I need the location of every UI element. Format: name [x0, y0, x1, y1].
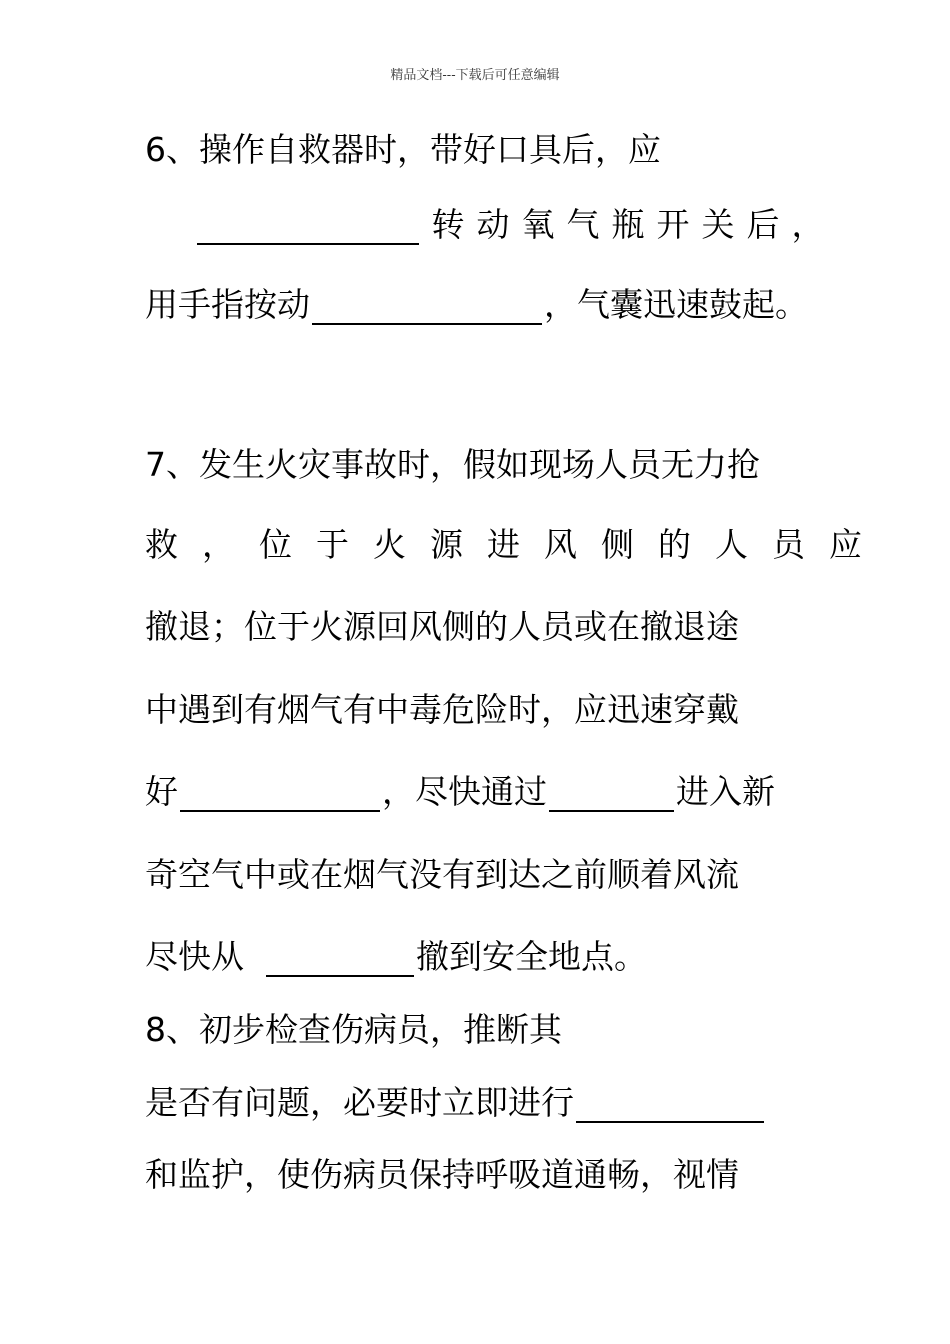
q6-line-1: 6、操作自救器时，带好口具后，应: [145, 130, 661, 169]
blank-field: [266, 941, 414, 977]
q8-line-3: 和监护，使伤病员保持呼吸道通畅，视情: [145, 1155, 739, 1194]
q6-line-3-text-b: ，气囊迅速鼓起。: [544, 285, 808, 324]
q7-line-1: 7、发生火灾事故时，假如现场人员无力抢: [145, 445, 760, 484]
q7-line-7-text-a: 尽快从: [145, 937, 244, 976]
page-header: 精品文档---下载后可任意编辑: [390, 68, 560, 83]
q6-line-3: [145, 285, 808, 325]
blank-field: [180, 776, 380, 812]
blank-field: [197, 209, 419, 245]
q7-line-6: 奇空气中或在烟气没有到达之前顺着风流: [145, 855, 739, 894]
q6-line-2: [195, 205, 837, 245]
q7-line-5-text-b: ，尽快通过: [382, 772, 547, 811]
blank-field: [312, 289, 542, 325]
q6-line-2-text: 转动氧气瓶开关后，: [431, 205, 837, 244]
q7-line-7: [145, 937, 647, 977]
blank-field: [549, 776, 674, 812]
q7-line-2: 救，位于火源进风侧的人员应: [145, 525, 886, 564]
q7-line-3: 撤退；位于火源回风侧的人员或在撤退途: [145, 607, 739, 646]
q7-line-5: [145, 772, 775, 812]
q8-line-1: 8、初步检查伤病员，推断其: [145, 1010, 562, 1049]
q7-line-4: 中遇到有烟气有中毒危险时，应迅速穿戴: [145, 690, 739, 729]
q7-line-5-text-a: 好: [145, 772, 178, 811]
q8-line-2-text: 是否有问题，必要时立即进行: [145, 1083, 574, 1122]
q8-line-2: [145, 1083, 766, 1123]
q6-line-3-text-a: 用手指按动: [145, 285, 310, 324]
q7-line-7-text-b: 撤到安全地点。: [416, 937, 647, 976]
blank-field: [576, 1087, 764, 1123]
q7-line-5-text-c: 进入新: [676, 772, 775, 811]
